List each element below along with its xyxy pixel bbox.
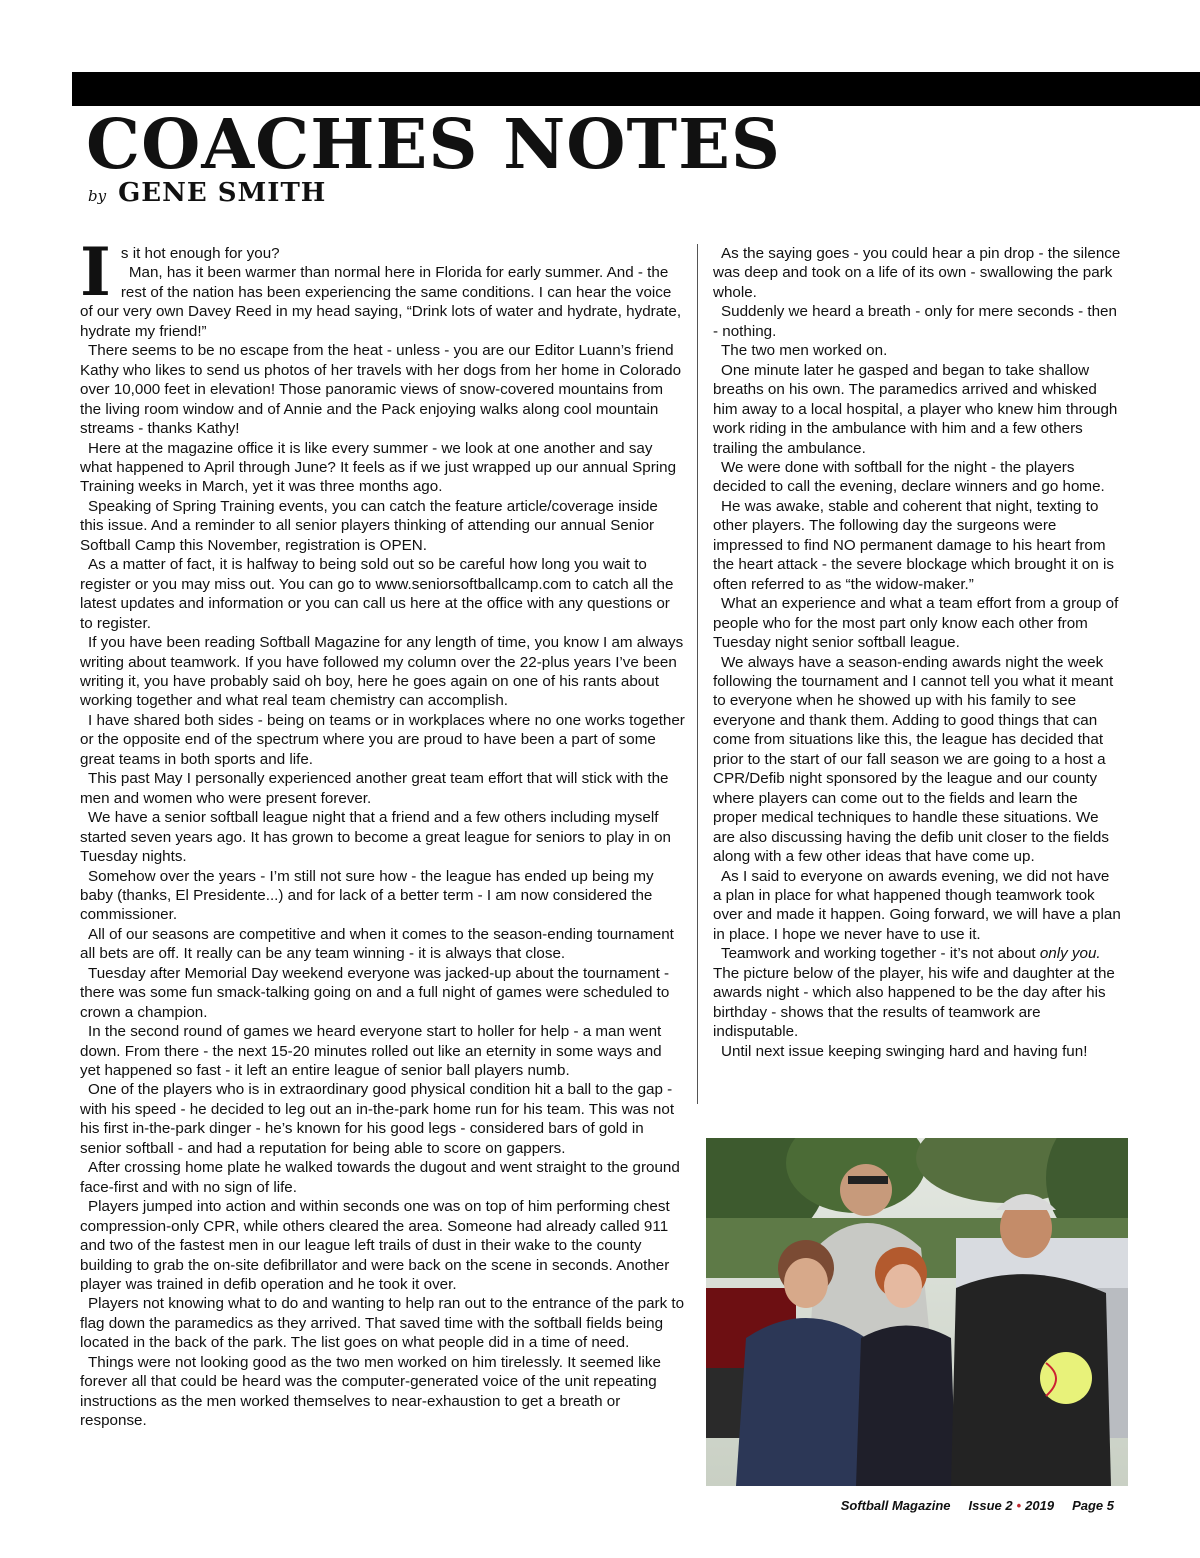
article-paragraph: Things were not looking good as the two men worked on him tirelessly. It seemed like forever all that could be heard was the computer-generated voice of the unit repeating instructions as the men worked themselves to near-exhaustion to get a breath or response.: [80, 1353, 661, 1430]
article-paragraph: As I said to everyone on awards evening, we did not have a plan in place for what happened though teamwork took over and made it happen. Going forward, we will have a plan in place. I hope we never have to use it.: [713, 867, 1121, 943]
byline: [88, 178, 326, 218]
article-paragraph: This past May I personally experienced another great team effort that will stick with the men and women who were present forever.: [80, 770, 669, 807]
article-paragraph: The two men worked on.: [721, 342, 888, 360]
article-paragraph: If you have been reading Softball Magazine for any length of time, you know I am always writing about teamwork. If you have followed my column over the 22-plus years I’ve been writing it, you have probably said oh boy, here he goes again on one of his rants about working together and what real team chemistry can accomplish.: [80, 634, 684, 710]
article-paragraph: He was awake, stable and coherent that night, texting to other players. The following day the surgeons were impressed to find NO permanent damage to his heart from the heart attack - the severe blockage which brought it on is often referred to as “the widow-maker.”: [713, 497, 1115, 593]
article-column-right: [713, 244, 1121, 1061]
article-paragraph: All of our seasons are competitive and when it comes to the season-ending tournament all bets are off. It really can be any team winning - it is always that close.: [80, 925, 674, 963]
article-paragraph: Somehow over the years - I’m still not sure how - the league has ended up being my baby (thanks, El Presidente...) and for lack of a better term - I am now considered the commissioner.: [80, 867, 654, 924]
magazine-name: Softball Magazine: [840, 1498, 951, 1513]
article-paragraph: We have a senior softball league night that a friend and a few others including myself started seven years ago. It has grown to become a great league for seniors to play in on Tuesday nights.: [80, 809, 671, 866]
article-paragraph: One of the players who is in extraordinary good physical condition hit a ball to the gap - with his speed - he decided to leg out an in-the-park home run for his team. This was not his first in-the-park dinger - he’s known for his good legs - considered bars of gold in senior softball - and had a reputation for being able to score on gappers.: [80, 1081, 675, 1157]
page-footer: [841, 1498, 1114, 1513]
article-paragraph: Man, has it been warmer than normal here in Florida for early summer. And - the rest of the nation has been experiencing the same conditions. I can hear the voice of our very own Davey Reed in my head saying, “Drink lots of water and hydrate, hydrate, hydrate my friend!”: [80, 264, 682, 340]
article-paragraph: Teamwork and working together - it’s not about only you. The picture below of the player, his wife and daughter at the awards night - which also happened to be the day after his birthday - shows that the results of teamwork are indisputable.: [713, 945, 1115, 1041]
article-paragraph: Players not knowing what to do and wanting to help ran out to the entrance of the park to flag down the paramedics as they arrived. That saved time with the softball fields being located in the back of the park. The list goes on what people did in a time of need.: [80, 1295, 685, 1352]
article-paragraph: Here at the magazine office it is like every summer - we look at one another and say what happened to April through June? It feels as if we just wrapped up our annual Spring Training weeks in March, yet it was three months ago.: [80, 439, 677, 496]
article-paragraph: After crossing home plate he walked towards the dugout and went straight to the ground face-first and with no sign of life.: [80, 1159, 680, 1196]
article-column-left: [80, 233, 685, 1431]
awards-night-photo: [706, 1138, 1128, 1486]
article-paragraph: In the second round of games we heard everyone start to holler for help - a man went down. From there - the next 15-20 minutes rolled out like an eternity in some ways and yet happened so fast - it left an entire league of senior ball players numb.: [80, 1023, 662, 1080]
page-number: Page 5: [1072, 1498, 1114, 1513]
author-name: GENE SMITH: [118, 178, 327, 208]
article-paragraph: I have shared both sides - being on teams or in workplaces where no one works together or the opposite end of the spectrum where you are proud to have been a part of some great teams in both sports and life.: [80, 711, 685, 768]
article-paragraph: We were done with softball for the night - the players decided to call the evening, declare winners and go home.: [713, 458, 1105, 496]
byline-prefix: by: [88, 187, 107, 205]
article-paragraph: One minute later he gasped and began to take shallow breaths on his own. The paramedics arrived and whisked him away to a local hospital, a player who knew him through work riding in the ambulance with him and a few others trailing the ambulance.: [713, 361, 1118, 457]
drop-cap: I: [80, 233, 111, 311]
issue-number: Issue 2: [968, 1498, 1013, 1513]
issue-year: 2019: [1025, 1498, 1055, 1513]
article-paragraph: Tuesday after Memorial Day weekend everyone was jacked-up about the tournament - there was some fun smack-talking going on and a full night of games were scheduled to crown a champion.: [80, 964, 670, 1021]
article-paragraph: Speaking of Spring Training events, you can catch the feature article/coverage inside this issue. And a reminder to all senior players thinking of attending our annual Senior Softball Camp this November, registration is OPEN.: [80, 497, 658, 554]
article-paragraph: Until next issue keeping swinging hard and having fun!: [721, 1042, 1088, 1060]
article-paragraph: What an experience and what a team effort from a group of people who for the most part only know each other from Tuesday night senior softball league.: [713, 595, 1119, 652]
page-title: COACHES NOTES: [86, 105, 782, 185]
article-paragraph: We always have a season-ending awards night the week following the tournament and I cannot tell you what it meant to everyone when he showed up with his family to see everyone and thank them. Adding to good things that can come from situations like this, the league has decided that prior to the start of our fall season we are going to a host a CPR/Defib night sponsored by the league and our county where players can come out to the fields and learn the proper medical techniques to handle these situations. We are also discussing having the defib unit closer to the fields along with a few other ideas that have come up.: [713, 653, 1114, 866]
article-paragraph: Players jumped into action and within seconds one was on top of him performing chest compression-only CPR, while others cleared the area. Someone had already called 911 and two of the fastest men in our league left trails of dust in their wake to the county building to grab the on-site defibrillator and were back on the scene in seconds. Another player was trained in defib operation and he took it over.: [80, 1198, 670, 1294]
footer-bullet: •: [1016, 1498, 1022, 1513]
article-paragraph: Suddenly we heard a breath - only for mere seconds - then - nothing.: [713, 303, 1117, 340]
article-paragraph: There seems to be no escape from the heat - unless - you are our Editor Luann’s friend Kathy who likes to send us photos of her travels with her dogs from her home in Colorado over 10,000 feet in elevation! Those panoramic views of snow-covered mountains from the living room window and of Annie and the Pack enjoying walks along cool mountain streams - thanks Kathy!: [80, 342, 682, 438]
article-paragraph: Is it hot enough for you?: [80, 233, 280, 311]
column-divider: [697, 244, 698, 1104]
article-paragraph: As the saying goes - you could hear a pin drop - the silence was deep and took on a life of its own - swallowing the park whole.: [713, 245, 1121, 301]
article-paragraph: As a matter of fact, it is halfway to being sold out so be careful how long you wait to register or you may miss out. You can go to www.seniorsoftballcamp.com to catch all the latest updates and information or you can call us here at the office with any questions or to register.: [80, 556, 674, 632]
